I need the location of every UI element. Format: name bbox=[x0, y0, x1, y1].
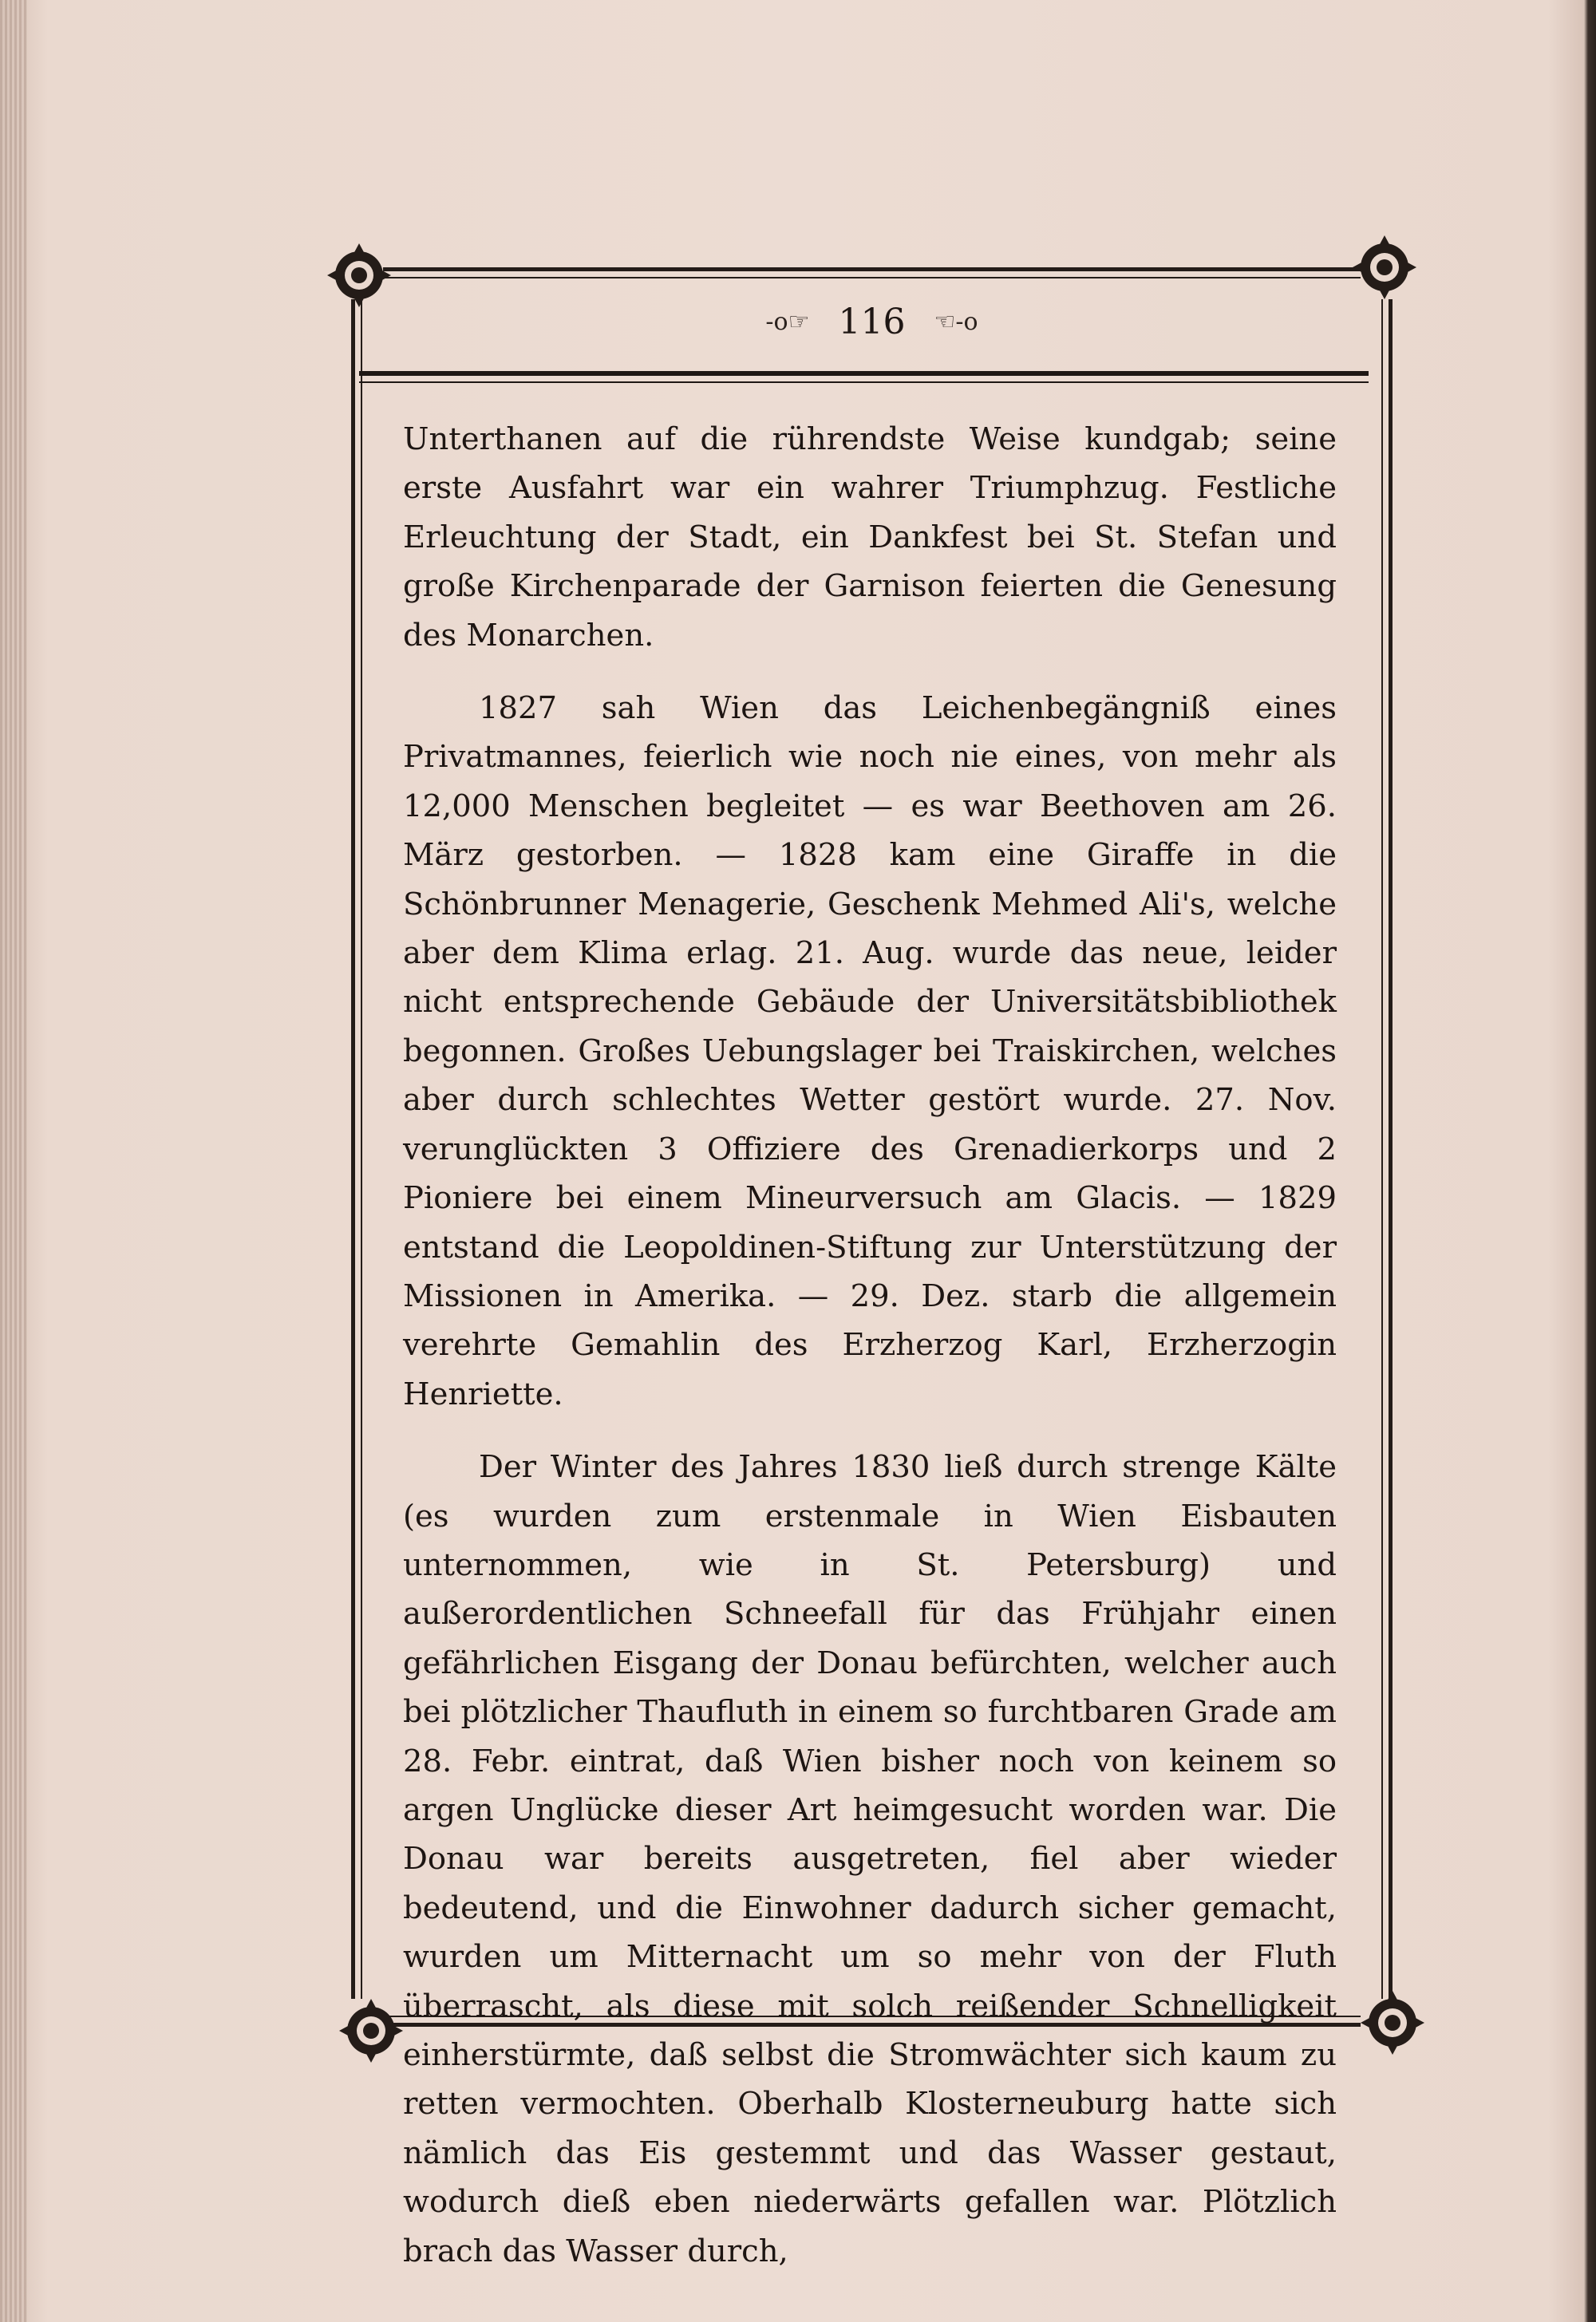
paragraph: 1827 sah Wien das Leichenbegängniß eines Privatmannes, feierlich wie noch nie eines, von mehr als 12,000 Menschen begleitet — es war Beethoven am 26. März gestorben. — 1828 kam eine Giraffe in die Schönbrunner Menagerie, Geschenk Mehmed Ali's, welche aber dem Klima erlag. 21. Aug. wurde das neue, leider nicht entsprechende Gebäude der Universitätsbibliothek begonnen. Großes Uebungslager bei Traiskirchen, welches aber durch schlechtes Wetter gestört wurde. 27. Nov. verunglückten 3 Offiziere des Grenadierkorps und 2 Pioniere bei einem Mineurversuch am Glacis. — 1829 entstand die Leopoldinen-Stiftung zur Unterstützung der Missionen in Amerika. — 29. Dez. starb die allgemein verehrte Gemahlin des Erzherzog Karl, Erzherzogin Henriette. bbox=[403, 690, 1337, 1412]
paragraph: Unterthanen auf die rührendste Weise kundgab; seine erste Ausfahrt war ein wahrer Triumphzug. Festliche Erleuchtung der Stadt, ein Dankfest bei St. Stefan und große Kirchenparade der Garnison feierten die Genesung des Monarchen. bbox=[403, 421, 1337, 654]
header-rule-thin bbox=[359, 381, 1369, 383]
left-border-rule bbox=[351, 299, 355, 1999]
left-border-rule-inner bbox=[361, 299, 362, 1999]
top-border-rule-inner bbox=[383, 277, 1361, 278]
flourish-right-icon: ☜-o bbox=[934, 308, 978, 336]
page-number: 116 bbox=[838, 302, 906, 342]
corner-ornament-icon bbox=[1357, 1987, 1428, 2059]
page-header bbox=[351, 299, 1393, 355]
paragraph: Der Winter des Jahres 1830 ließ durch strenge Kälte (es wurden zum erstenmale in Wien Eisbauten unternommen, wie in St. Petersburg) und außerordentlichen Schneefall für das Frühjahr einen gefährlichen Eisgang der Donau befürchten, welcher auch bei plötzlicher Thaufluth in einem so furchtbaren Grade am 28. Febr. eintrat, daß Wien bisher noch von keinem so argen Unglücke dieser Art heimgesucht worden war. Die Donau war bereits ausgetreten, fiel aber wieder bedeutend, und die Einwohner dadurch sicher gemacht, wurden um Mitternacht um so mehr von der Fluth überrascht, als diese mit solch reißender Schnelligkeit einherstürmte, daß selbst die Stromwächter sich kaum zu retten vermochten. Oberhalb Klosterneuburg hatte sich nämlich das Eis gestemmt und das Wasser gestaut, wodurch dieß eben niederwärts gefallen war. Plötzlich brach das Wasser durch, bbox=[403, 1449, 1337, 2269]
corner-ornament-icon bbox=[335, 1995, 407, 2067]
flourish-left-icon: -o☞ bbox=[765, 308, 810, 336]
right-border-rule bbox=[1389, 299, 1393, 1999]
body-text bbox=[403, 415, 1337, 2276]
header-rule bbox=[359, 371, 1369, 376]
corner-ornament-icon bbox=[1349, 231, 1420, 303]
right-border-rule-inner bbox=[1381, 299, 1383, 1999]
book-spine-edge bbox=[0, 0, 27, 2322]
top-border-rule bbox=[383, 267, 1361, 271]
